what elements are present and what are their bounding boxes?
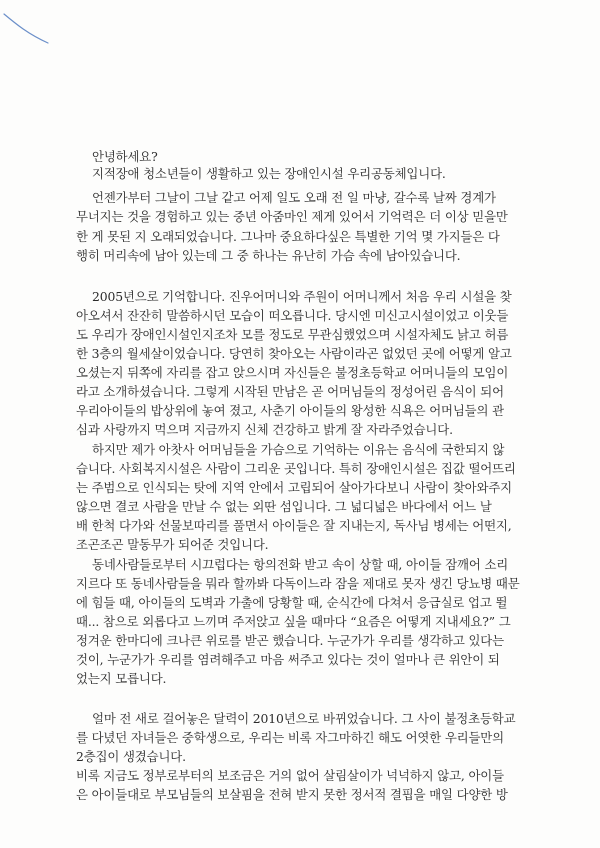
pen-mark-icon [2,12,50,48]
paragraph-6-line: 비록 지금도 정부로부터의 보조금은 거의 없어 살림살이가 넉넉하지 않고, 아이들 [76,768,504,783]
paragraph-2-line: 심과 사랑까지 먹으며 지금까지 신체 건강하고 밝게 잘 자라주었습니다. [76,422,453,437]
paragraph-4-line: 에 힘들 때, 아이들의 도벽과 가출에 당황할 때, 순식간에 다쳐서 응급실로 업고 뛸 [76,595,508,610]
paragraph-2-line: 아오셔서 잔잔히 말씀하시던 모습이 떠오릅니다. 당시엔 미신고시설이었고 이웃들 [76,308,509,323]
paragraph-1-line: 행히 머리속에 남아 있는데 그 중 하나는 유난히 가슴 속에 남아있습니다. [76,248,461,263]
paragraph-4-line: 었는지 모릅니다. [76,671,167,686]
paragraph-2-line: 한 3층의 월세살이었습니다. 당연히 찾아오는 사람이라곤 없었던 곳에 어떻게 알고 [76,346,512,361]
paragraph-4-line: 동네사람들로부터 시끄럽다는 항의전화 받고 속이 상할 때, 아이들 잠깨어 소리 [92,557,509,572]
paragraph-2-line: 도 우리가 장애인시설인지조차 모를 정도로 무관심했었으며 시설자체도 낡고 허름 [76,327,509,342]
paragraph-2-line: 우리아이들의 밥상위에 놓여 졌고, 사춘기 아이들의 왕성한 식욕은 어머님들의 관 [76,403,504,418]
paragraph-4-line: 때... 참으로 외롭다고 느끼며 주저앉고 싶을 때마다 “요즘은 어떻게 지내세요?” 그 [76,614,511,629]
paragraph-5-line: 얼마 전 새로 걸어놓은 달력이 2010년으로 바뀌었습니다. 그 사이 불정초등학교 [92,711,516,726]
paragraph-3-line: 조곤조곤 말동무가 되어준 것입니다. [76,537,269,552]
paragraph-3-line: 는 주범으로 인식되는 탓에 지역 안에서 고립되어 살아가다보니 사람이 찾아와주지 [76,480,512,495]
paragraph-3-line: 하지만 제가 아찻사 어머님들을 가슴으로 기억하는 이유는 음식에 국한되지 않 [92,442,505,457]
paragraph-1-line: 한 게 못된 지 오래되었습니다. 그나마 중요하다싶은 특별한 기억 몇 가지들은 다 [76,229,500,244]
paragraph-3-line: 습니다. 사회복지시설은 사람이 그리운 곳입니다. 특히 장애인시설은 집값 떨어뜨리 [76,461,516,476]
paragraph-4-line: 지르다 또 동네사람들을 뭐라 할까봐 다독이느라 잠을 제대로 못자 생긴 당뇨병 때문 [76,576,520,591]
paragraph-1-line: 무너지는 것을 경험하고 있는 중년 아줌마인 제게 있어서 기억력은 더 이상 믿을만 [76,209,508,224]
paragraph-4-line: 것이, 누군가가 우리를 염려해주고 마음 써주고 있다는 것이 얼마나 큰 위안이 되 [76,652,500,667]
paragraph-1-line: 언젠가부터 그날이 그날 같고 어제 일도 오래 전 일 마냥, 갈수록 날짜 경계가 [92,190,496,205]
paragraph-2-line: 2005년으로 기억합니다. 진우어머니와 주원이 어머니께서 처음 우리 시설을 찾 [92,289,512,304]
intro-line: 지적장애 청소년들이 생활하고 있는 장애인시설 우리공동체입니다. [92,166,446,181]
greeting: 안녕하세요? [92,149,158,164]
paragraph-3-line: 않으면 결코 사람을 만날 수 없는 외딴 섬입니다. 그 넓디넓은 바다에서 어느 날 [76,499,492,514]
paragraph-3-line: 배 한척 다가와 선물보따리를 풀면서 아이들은 잘 지내는지, 독사님 병세는 어떤지, [76,518,512,533]
paragraph-2-line: 오셨는지 뒤쪽에 자리를 잡고 앉으시며 자신들은 불정초등학교 어머니들의 모임이 [76,365,509,380]
paragraph-5-line: 를 다녔던 자녀들은 중학생으로, 우리는 비록 자그마하긴 해도 어엿한 우리들만의 [76,730,504,745]
paragraph-2-line: 라고 소개하셨습니다. 그렇게 시작된 만남은 곧 어머님들의 정성어린 음식이 되어 [76,384,504,399]
paragraph-6-line: 은 아이들대로 부모님들의 보살핌을 전혀 받지 못한 정서적 결핍을 매일 다양한 방 [76,787,508,802]
paragraph-4-line: 정겨운 한마디에 크나큰 위로를 받곤 했습니다. 누군가가 우리를 생각하고 있다는 [76,633,504,648]
paragraph-5-line: 2층집이 생겼습니다. [76,749,186,764]
